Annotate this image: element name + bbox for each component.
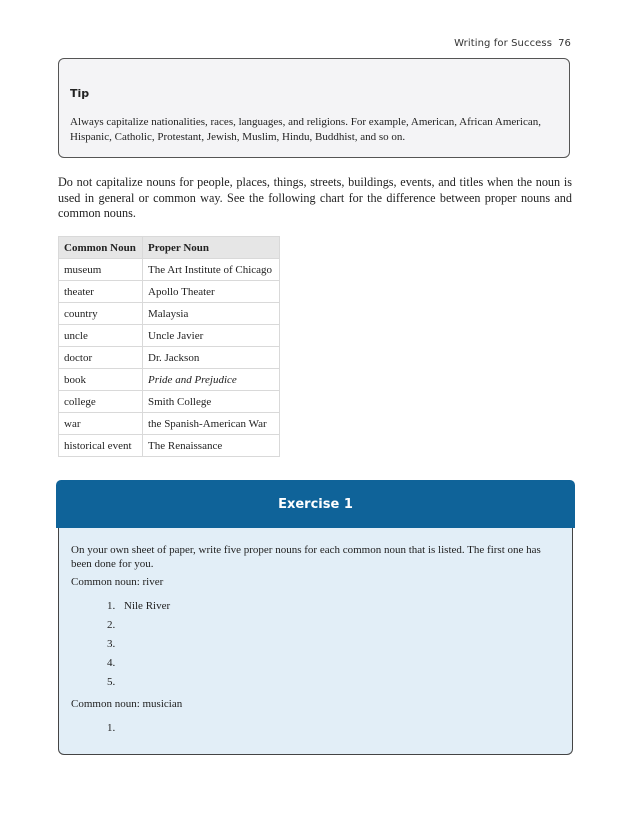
proper-noun-cell: Smith College [143, 391, 280, 413]
list-item [107, 637, 560, 656]
page-number: 76 [558, 38, 571, 49]
intro-paragraph: Do not capitalize nouns for people, places, things, streets, buildings, events, and titles when the noun is used in general or common way. See the following chart for the difference between proper nouns and common nouns. [58, 175, 572, 220]
proper-noun-cell: The Renaissance [143, 435, 280, 457]
list-item [107, 656, 560, 675]
proper-noun-cell: Apollo Theater [143, 281, 280, 303]
proper-noun-cell: The Art Institute of Chicago [143, 259, 280, 281]
common-noun-cell: war [59, 413, 143, 435]
common-noun-cell: museum [59, 259, 143, 281]
exercise-body [58, 528, 573, 755]
exercise-answer-list [107, 599, 560, 694]
table-row [59, 347, 280, 369]
tip-box [58, 58, 570, 158]
list-item [107, 675, 560, 694]
proper-noun-cell: Malaysia [143, 303, 280, 325]
item-number: 4. [107, 657, 116, 669]
exercise-title: Exercise 1 [56, 480, 575, 528]
table-row [59, 303, 280, 325]
column-header-common: Common Noun [59, 237, 143, 259]
exercise-box [56, 480, 575, 755]
list-item [107, 599, 560, 618]
noun-table [58, 236, 280, 457]
exercise-instructions: On your own sheet of paper, write five proper nouns for each common noun that is listed. The first one has been done for you. [71, 544, 541, 570]
proper-noun-cell: Uncle Javier [143, 325, 280, 347]
common-noun-cell: book [59, 369, 143, 391]
exercise-answer-list [107, 721, 560, 740]
common-noun-cell: country [59, 303, 143, 325]
exercise-group-label: Common noun: musician [71, 698, 183, 710]
common-noun-cell: college [59, 391, 143, 413]
table-header-row [59, 237, 280, 259]
tip-title: Tip [70, 87, 90, 100]
item-number: 1. [107, 722, 116, 734]
proper-noun-cell: Dr. Jackson [143, 347, 280, 369]
table-row [59, 259, 280, 281]
table-row [59, 369, 280, 391]
table-row [59, 281, 280, 303]
exercise-group-label: Common noun: river [71, 576, 164, 588]
table-row [59, 325, 280, 347]
proper-noun-cell: Pride and Prejudice [143, 369, 280, 391]
common-noun-cell: uncle [59, 325, 143, 347]
common-noun-cell: doctor [59, 347, 143, 369]
table-row [59, 435, 280, 457]
running-title: Writing for Success [454, 38, 553, 49]
common-noun-cell: theater [59, 281, 143, 303]
table-row [59, 391, 280, 413]
item-number: 1. [107, 600, 116, 612]
item-answer: Nile River [124, 600, 171, 612]
proper-noun-cell: the Spanish-American War [143, 413, 280, 435]
running-header [454, 38, 571, 49]
item-number: 3. [107, 638, 116, 650]
column-header-proper: Proper Noun [143, 237, 280, 259]
list-item [107, 618, 560, 637]
item-number: 2. [107, 619, 116, 631]
list-item [107, 721, 560, 740]
tip-text: Always capitalize nationalities, races, languages, and religions. For example, American, African American, Hispanic, Catholic, Protestant, Jewish, Muslim, Hindu, Buddhist, and so on. [70, 116, 542, 143]
item-number: 5. [107, 676, 116, 688]
common-noun-cell: historical event [59, 435, 143, 457]
table-row [59, 413, 280, 435]
